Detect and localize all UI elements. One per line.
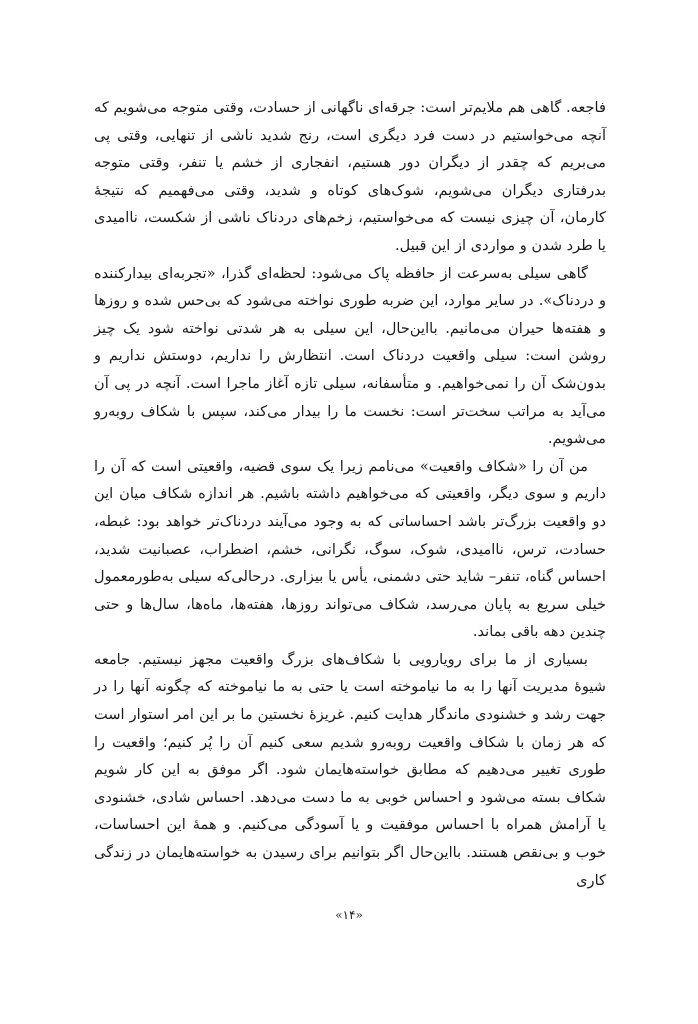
- page-number: «۱۴»: [335, 908, 363, 922]
- body-text: [94, 94, 606, 894]
- paragraph-1: فاجعه. گاهی هم ملایم‌تر است: جرقه‌ای ناگهانی از حسادت، وقتی متوجه می‌شویم که آنچه می‌خواستیم در دست فرد دیگری است، رنج شدید ناشی از تنهایی، وقتی پی می‌بریم که چقدر از دیگران دور هستیم، انفجاری از خشم یا تنفر، وقتی متوجه بدرفتاری دیگران می‌شویم، شوک‌های کوتاه و شدید، وقتی می‌فهمیم که نتیجهٔ کارمان، آن چیزی نیست که می‌خواستیم، زخم‌های دردناک ناشی از شکست، ناامیدی یا طرد شدن و مواردی از این قبیل.: [94, 99, 606, 254]
- paragraph-3: من آن را «شکاف واقعیت» می‌نامم زیرا یک سوی قضیه، واقعیتی است که آن را داریم و سوی دیگر، واقعیتی که می‌خواهیم داشته باشیم. هر اندازه شکاف میان این دو واقعیت بزرگ‌تر باشد احساساتی که به وجود می‌آیند دردناک‌تر خواهد بود: غبطه، حسادت، ترس، ناامیدی، شوک، سوگ، نگرانی، خشم، اضطراب، عصبانیت شدید، احساس گناه، تنفر– شاید حتی دشمنی، یأس یا بیزاری. درحالی‌که سیلی به‌طورمعمول خیلی سریع به پایان می‌رسد، شکاف می‌تواند روزها، هفته‌ها، ماه‌ها، سال‌ها و حتی چندین دهه باقی بماند.: [94, 457, 606, 641]
- paragraph-4: بسیاری از ما برای رویارویی با شکاف‌های بزرگ واقعیت مجهز نیستیم. جامعه شیوهٔ مدیریت آنها را به ما نیاموخته است یا حتی به ما نیاموخته که چگونه آنها را در جهت رشد و خشنودی ماندگار هدایت کنیم. غریزهٔ نخستین ما بر این امر استوار است که هر زمان با شکاف واقعیت روبه‌رو شدیم سعی کنیم آن را پُر کنیم؛ واقعیت را طوری تغییر می‌دهیم که مطابق خواسته‌هایمان شود. اگر موفق به این کار شویم شکاف بسته می‌شود و احساس خوبی به ما دست می‌دهد. احساس شادی، خشنودی یا آرامش همراه با احساس موفقیت و یا آسودگی می‌کنیم. و همهٔ این احساسات، خوب و بی‌نقص هستند. بااین‌حال اگر بتوانیم برای رسیدن به خواسته‌هایمان در زندگی کاری: [94, 650, 606, 889]
- paragraph-2: گاهی سیلی به‌سرعت از حافظه پاک می‌شود: لحظه‌ای گذرا، «تجربه‌ای بیدارکننده و دردناک». در سایر موارد، این ضربه طوری نواخته می‌شود که بی‌حس شده و روزها و هفته‌ها حیران می‌مانیم. بااین‌حال، این سیلی به هر شدتی نواخته شود یک چیز روشن است: سیلی واقعیت دردناک است. انتظارش را نداریم، دوستش نداریم و بدون‌شک آن را نمی‌خواهیم. و متأسفانه، سیلی تازه آغاز ماجرا است. آنچه در پی آن می‌آید به مراتب سخت‌تر است: نخست ما را بیدار می‌کند، سپس با شکاف روبه‌رو می‌شویم.: [94, 264, 606, 448]
